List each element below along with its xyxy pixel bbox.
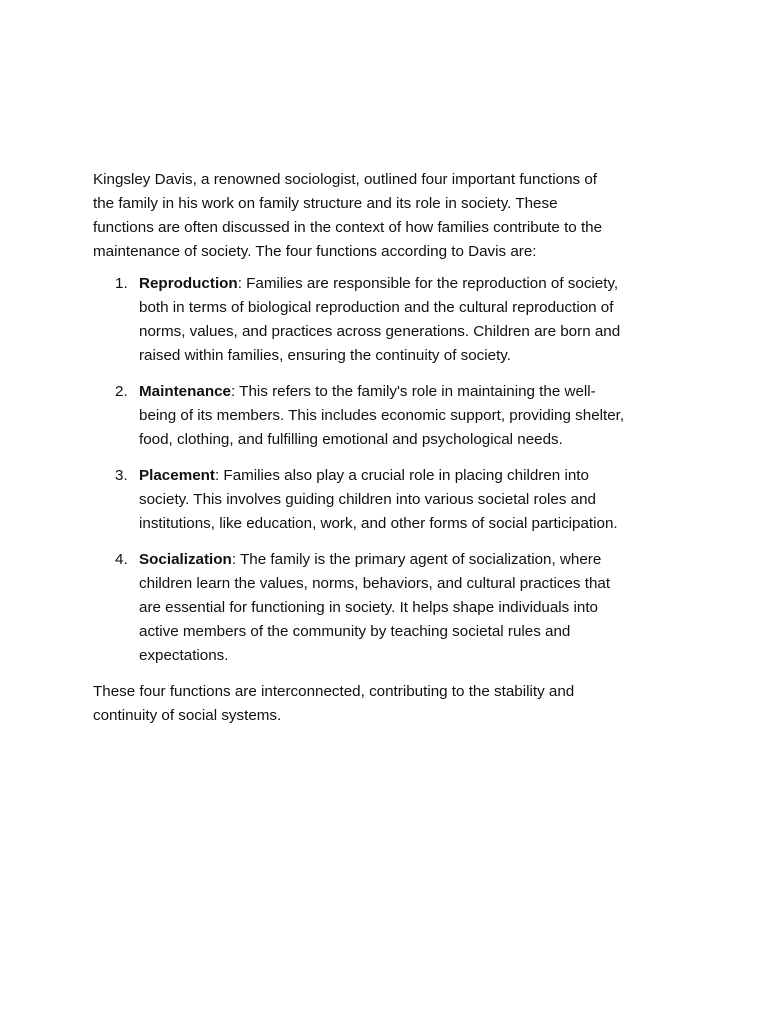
list-item-term: Placement: [139, 467, 215, 484]
conclusion-line: These four functions are interconnected, contributing to the stability and: [93, 683, 575, 700]
list-item-line: are essential for functioning in society. It helps shape individuals into: [139, 599, 598, 616]
intro-line: the family in his work on family structure and its role in society. These: [93, 195, 558, 212]
list-item-socialization: [93, 548, 681, 668]
list-item-first-line: [139, 548, 681, 572]
list-item-term: Socialization: [139, 551, 232, 568]
intro-line: maintenance of society. The four functions according to Davis are:: [93, 243, 537, 260]
list-item-text: : Families are responsible for the reproduction of society,: [237, 275, 619, 292]
intro-line: functions are often discussed in the context of how families contribute to the: [93, 219, 603, 236]
list-item-line: children learn the values, norms, behaviors, and cultural practices that: [139, 575, 611, 592]
list-item-text: : Families also play a crucial role in placing children into: [214, 467, 589, 484]
list-item-text: : This refers to the family's role in maintaining the well-: [231, 383, 596, 400]
list-item-line: both in terms of biological reproduction and the cultural reproduction of: [139, 299, 614, 316]
list-item-maintenance: [93, 380, 681, 452]
list-item-line: food, clothing, and fulfilling emotional and psychological needs.: [139, 431, 563, 448]
list-item-line: norms, values, and practices across generations. Children are born and: [139, 323, 621, 340]
functions-list: [93, 272, 681, 668]
list-item-first-line: [139, 464, 681, 488]
list-item-line: institutions, like education, work, and other forms of social participation.: [139, 515, 618, 532]
list-item-first-line: [139, 380, 681, 404]
conclusion-paragraph: [93, 680, 681, 728]
document-page: [93, 168, 681, 728]
list-item-placement: [93, 464, 681, 536]
list-item-line: being of its members. This includes economic support, providing shelter,: [139, 407, 625, 424]
list-item-reproduction: [93, 272, 681, 368]
list-item-line: raised within families, ensuring the continuity of society.: [139, 347, 511, 364]
list-item-number: 1.: [115, 275, 128, 292]
list-item-number: 2.: [115, 383, 128, 400]
list-item-term: Reproduction: [139, 275, 238, 292]
list-item-line: active members of the community by teaching societal rules and: [139, 623, 571, 640]
list-item-number: 4.: [115, 551, 128, 568]
list-item-first-line: [139, 272, 681, 296]
list-item-line: expectations.: [139, 647, 229, 664]
intro-paragraph: [93, 168, 681, 264]
intro-line: Kingsley Davis, a renowned sociologist, outlined four important functions of: [93, 171, 597, 188]
list-item-term: Maintenance: [139, 383, 231, 400]
list-item-number: 3.: [115, 467, 128, 484]
conclusion-line: continuity of social systems.: [93, 707, 282, 724]
list-item-line: society. This involves guiding children into various societal roles and: [139, 491, 596, 508]
list-item-text: : The family is the primary agent of socialization, where: [231, 551, 602, 568]
